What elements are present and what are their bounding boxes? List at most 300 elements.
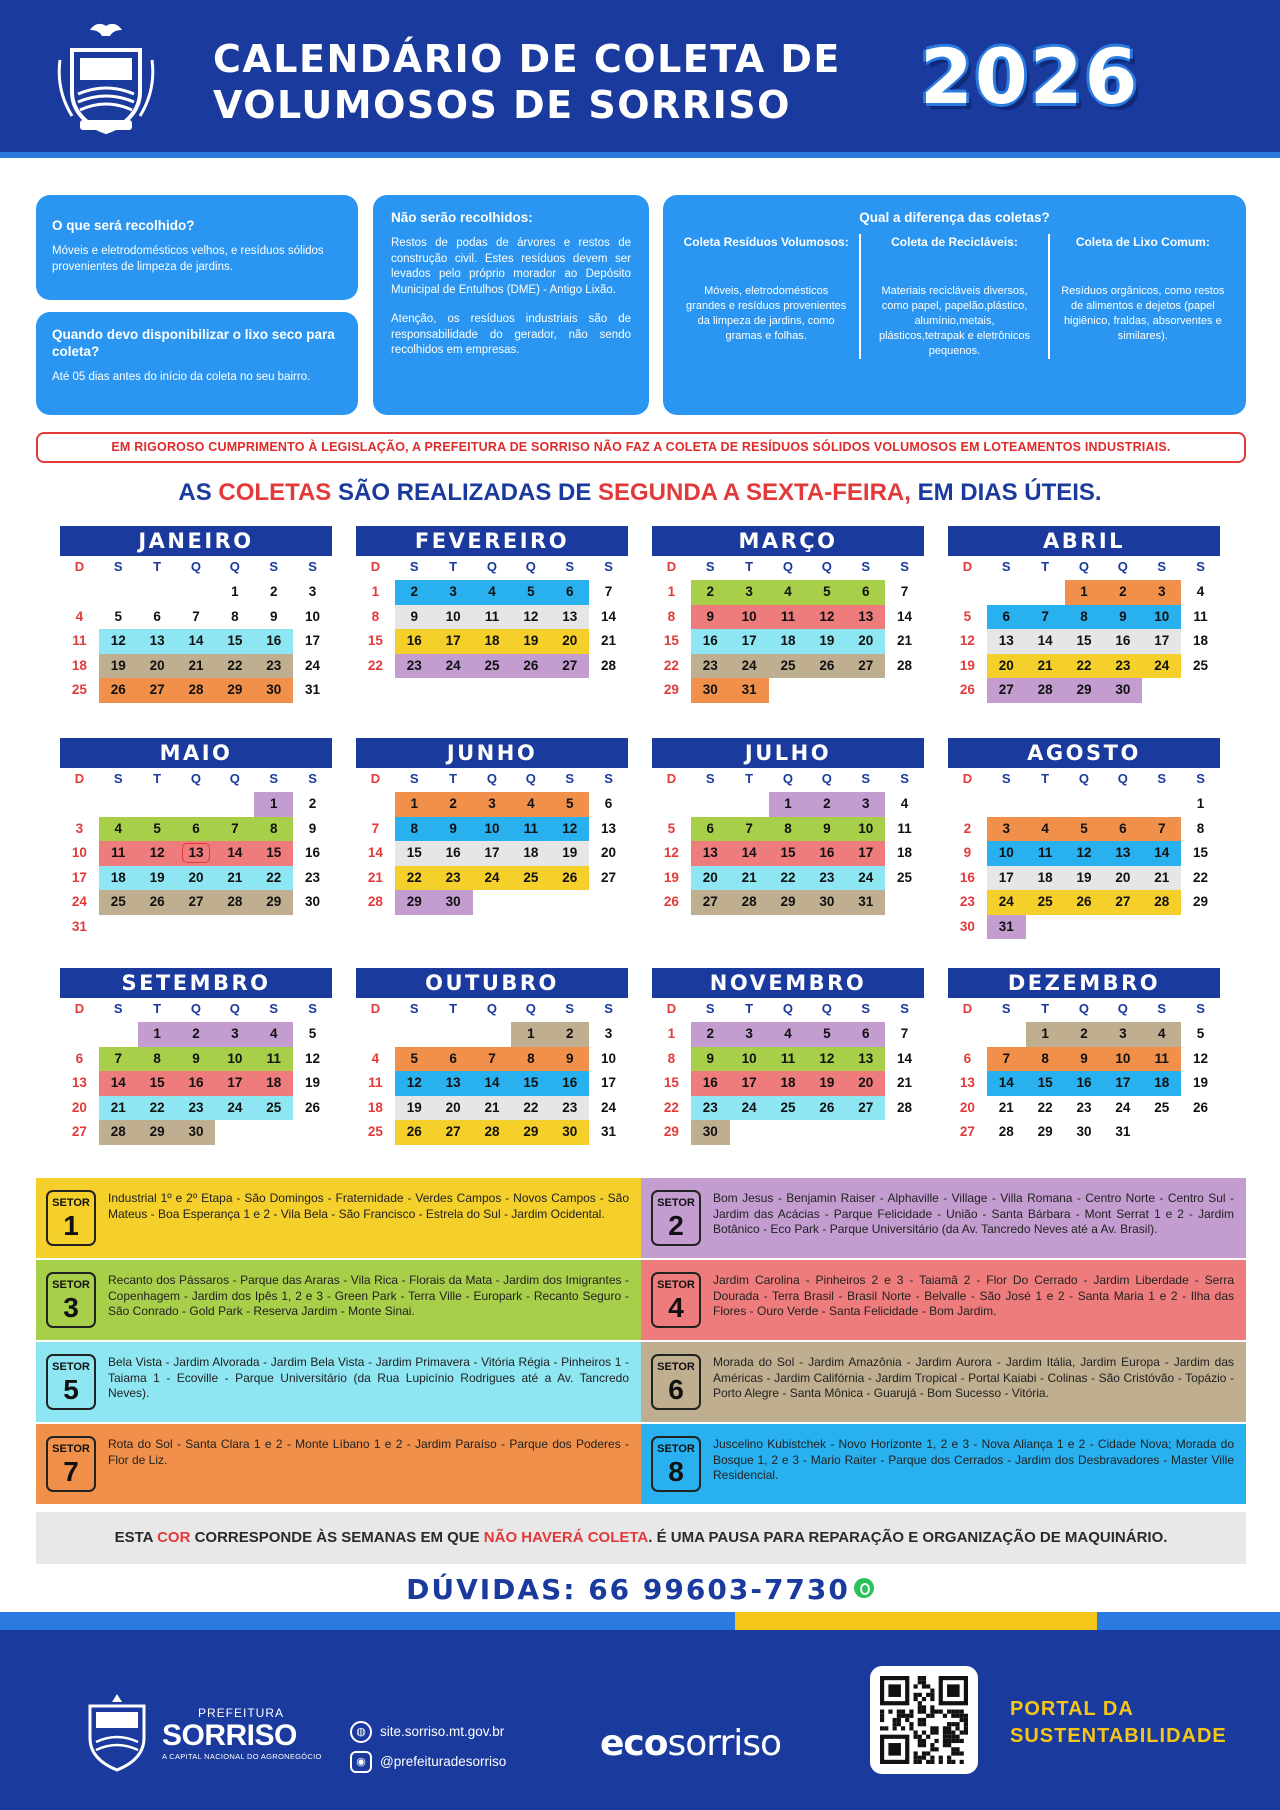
calendar-day: 23 <box>305 869 321 885</box>
weekday-header: Q <box>525 559 536 574</box>
calendar-day: 6 <box>550 580 589 605</box>
weekday-header: D <box>370 559 381 574</box>
weekday-header: S <box>604 771 613 786</box>
calendar-day: 4 <box>769 1022 808 1047</box>
calendar-day: 1 <box>1065 580 1104 605</box>
sector-label: SETOR <box>52 1361 90 1373</box>
sector-8 <box>641 1424 1246 1504</box>
calendar-day: 8 <box>1065 605 1104 630</box>
calendar-day: 26 <box>807 654 846 679</box>
sector-neighborhoods: Bela Vista - Jardim Alvorada - Jardim Bela Vista - Jardim Primavera - Vitória Régia - Pinheiros 1 - Taiama 1 - Ecoville - Parque Universitário (da Rua Lupicínio Rodrigues até a Av. Tancredo Neves). <box>108 1355 629 1400</box>
calendar-day: 10 <box>846 817 885 842</box>
calendar-day: 22 <box>663 657 679 673</box>
weekday-header: S <box>409 771 419 786</box>
calendar-day: 28 <box>1026 678 1065 703</box>
weekday-header: Q <box>486 559 498 574</box>
calendar-day: 4 <box>1142 1022 1181 1047</box>
calendar-day: 2 <box>963 820 972 836</box>
calendar-day: 25 <box>254 1096 293 1121</box>
sector-label: SETOR <box>657 1443 695 1455</box>
calendar-day: 19 <box>550 841 589 866</box>
calendar-day: 7 <box>473 1047 512 1072</box>
calendar-day: 22 <box>395 866 434 891</box>
weekday-header: T <box>745 559 754 574</box>
calendar-day: 2 <box>308 796 317 811</box>
calendar-day: 17 <box>730 629 769 654</box>
calendar-day: 14 <box>215 841 254 866</box>
sector-label: SETOR <box>657 1197 695 1209</box>
sector-neighborhoods: Morada do Sol - Jardim Amazônia - Jardim Aurora - Jardim Itália, Jardim Europa - Jardim das Américas - Jardim Califórnia - Jardim Tropical - Portal Kaiabi - Colinas - São Cristóvão - Topázio - Porto Alegre - Santa Mônica - Guarujá - Bom Sucesso - Vitória. <box>713 1355 1234 1400</box>
sector-4 <box>641 1260 1246 1340</box>
calendar-day: 30 <box>305 894 321 909</box>
portal-sustentabilidade: PORTAL DA SUSTENTABILIDADE <box>1010 1698 1227 1747</box>
calendar-day: 5 <box>511 580 550 605</box>
calendar-day: 9 <box>550 1047 589 1072</box>
calendar-day: 28 <box>215 890 254 915</box>
weekday-header: Q <box>190 771 202 786</box>
city-coat-of-arms-logo <box>50 20 162 140</box>
calendar-day: 25 <box>1026 890 1065 915</box>
info-text-when: Até 05 dias antes do início da coleta no seu bairro. <box>52 371 311 383</box>
calendar-day: 23 <box>691 654 730 679</box>
calendar-day: 11 <box>1193 608 1208 624</box>
calendar-day: 30 <box>550 1120 589 1145</box>
calendar-day: 10 <box>1103 1047 1142 1072</box>
calendar-day: 20 <box>434 1096 473 1121</box>
calendar-day: 6 <box>846 580 885 605</box>
calendar-day: 22 <box>769 866 808 891</box>
calendar-day: 26 <box>1065 890 1104 915</box>
weekday-header: Q <box>229 559 240 574</box>
calendar-day: 14 <box>177 629 216 654</box>
month-name: ABRIL <box>948 526 1220 556</box>
calendar-day: 9 <box>691 1047 730 1072</box>
calendar-day: 12 <box>138 841 177 866</box>
sector-7 <box>36 1424 641 1504</box>
calendar-day: 8 <box>254 817 293 842</box>
calendar-day: 25 <box>897 869 913 885</box>
weekday-header: D <box>666 1001 677 1016</box>
info-box-not-collected <box>373 195 649 415</box>
ecosorriso-logo: ecosorriso <box>600 1723 782 1764</box>
calendar-day: 4 <box>254 1022 293 1047</box>
calendar-day: 14 <box>897 1050 913 1066</box>
calendar-day: 13 <box>434 1071 473 1096</box>
calendar-day: 8 <box>1196 820 1205 836</box>
calendar-day: 9 <box>1103 605 1142 630</box>
sector-number: 2 <box>668 1210 684 1241</box>
calendar-day: 29 <box>1193 894 1209 909</box>
calendar-day: 17 <box>601 1075 617 1090</box>
calendar-day: 30 <box>1076 1124 1092 1139</box>
calendar-day: 10 <box>473 817 512 842</box>
month-days-grid <box>948 768 1220 998</box>
calendar-day: 23 <box>177 1096 216 1121</box>
footer-stripe <box>0 1612 1280 1630</box>
weekday-header: D <box>74 1001 85 1016</box>
calendar-day: 14 <box>897 608 913 624</box>
calendar-day: 15 <box>1026 1071 1065 1096</box>
calendar-day: 13 <box>71 1075 87 1090</box>
calendar-day: 17 <box>305 633 321 648</box>
calendar-day: 19 <box>663 869 679 885</box>
calendar-day: 22 <box>138 1096 177 1121</box>
weekday-header: Q <box>190 559 202 574</box>
calendar-day: 28 <box>601 657 617 673</box>
calendar-day: 20 <box>846 1071 885 1096</box>
calendar-day: 27 <box>601 869 617 885</box>
calendar-day: 6 <box>963 1050 972 1066</box>
calendar-day: 24 <box>846 866 885 891</box>
calendar-day: 2 <box>1065 1022 1104 1047</box>
page-footer <box>0 1630 1280 1810</box>
diff-column-title: Coleta de Recicláveis: <box>891 235 1018 249</box>
calendar-day: 24 <box>987 890 1026 915</box>
calendar-day: 26 <box>1193 1099 1209 1115</box>
weekday-header: D <box>74 559 85 574</box>
diff-column-title: Coleta de Lixo Comum: <box>1075 235 1210 249</box>
calendar-day: 15 <box>511 1071 550 1096</box>
calendar-day: 26 <box>305 1099 321 1115</box>
calendar-day: 24 <box>730 654 769 679</box>
weekday-header: Q <box>1078 1001 1090 1016</box>
calendar-day: 27 <box>550 654 589 679</box>
calendar-day: 21 <box>730 866 769 891</box>
calendar-day: 21 <box>215 866 254 891</box>
calendar-day: 25 <box>71 682 87 697</box>
calendar-day: 18 <box>897 845 913 860</box>
calendar-day: 16 <box>254 629 293 654</box>
calendar-day: 11 <box>473 605 512 630</box>
calendar-day: 13 <box>601 820 617 836</box>
calendar-day: 1 <box>371 584 380 599</box>
info-text-not-collected-2: Atenção, os resíduos industriais são de responsabilidade do gerador, não sendo recolhidos em empresas. <box>391 313 631 356</box>
calendar-day: 4 <box>99 817 138 842</box>
calendar-day: 20 <box>959 1099 975 1115</box>
sector-badge <box>46 1436 96 1492</box>
sector-number: 1 <box>63 1210 79 1241</box>
calendar-day: 6 <box>153 608 161 624</box>
weekday-header: T <box>745 771 754 786</box>
calendar-day: 5 <box>1196 1026 1205 1041</box>
weekday-header: S <box>705 559 715 574</box>
calendar-day: 12 <box>1193 1050 1209 1066</box>
calendar-day: 28 <box>473 1120 512 1145</box>
calendar-day: 31 <box>846 890 885 915</box>
month-name: JUNHO <box>356 738 628 768</box>
calendar-day: 19 <box>1065 866 1104 891</box>
weekday-header: S <box>861 771 871 786</box>
weekday-header: Q <box>525 771 536 786</box>
sector-label: SETOR <box>52 1279 90 1291</box>
calendar-day: 11 <box>1026 841 1065 866</box>
calendar-day: 7 <box>1026 605 1065 630</box>
calendar-day: 19 <box>1193 1075 1209 1090</box>
calendar-day: 3 <box>434 580 473 605</box>
calendar-day: 8 <box>667 608 676 624</box>
calendar-day: 3 <box>215 1022 254 1047</box>
calendar-day: 20 <box>71 1099 87 1115</box>
calendar-day: 7 <box>730 817 769 842</box>
calendar-day: 11 <box>72 633 87 648</box>
weekday-header: Q <box>229 771 240 786</box>
city-coat-of-arms-logo <box>76 1692 158 1774</box>
sector-badge <box>651 1354 701 1410</box>
calendar-day: 16 <box>550 1071 589 1096</box>
calendar-day: 15 <box>663 1075 679 1090</box>
calendar-day: 22 <box>511 1096 550 1121</box>
calendar-day: 21 <box>177 654 216 679</box>
calendar-day: 21 <box>601 633 617 648</box>
calendar-day: 2 <box>434 792 473 817</box>
weekday-header: Q <box>1117 771 1128 786</box>
calendar-day: 22 <box>254 866 293 891</box>
calendar-day: 22 <box>215 654 254 679</box>
calendar-day: 26 <box>511 654 550 679</box>
calendar-day: 24 <box>215 1096 254 1121</box>
sector-label: SETOR <box>657 1279 695 1291</box>
calendar-day: 7 <box>987 1047 1026 1072</box>
calendar-day: 3 <box>75 820 84 836</box>
sector-label: SETOR <box>657 1361 695 1373</box>
info-title-not-collected: Não serão recolhidos: <box>391 210 533 225</box>
calendar-day: 11 <box>254 1047 293 1072</box>
calendar-day: 28 <box>99 1120 138 1145</box>
calendar-day: 7 <box>604 584 613 599</box>
calendar-day: 26 <box>138 890 177 915</box>
calendar-day: 8 <box>667 1050 676 1066</box>
calendar-day: 12 <box>305 1050 321 1066</box>
weekday-header: Q <box>821 771 832 786</box>
calendar-day: 17 <box>846 841 885 866</box>
weekday-header: S <box>409 559 419 574</box>
instagram-link[interactable]: @prefeituradesorriso <box>380 1754 507 1769</box>
calendar-day: 26 <box>99 678 138 703</box>
calendar-day: 9 <box>434 817 473 842</box>
calendar-day: 17 <box>987 866 1026 891</box>
weekday-header: S <box>1001 1001 1011 1016</box>
site-link[interactable]: site.sorriso.mt.gov.br <box>380 1724 505 1739</box>
calendar-day: 10 <box>1142 605 1181 630</box>
calendar-day: 29 <box>663 682 679 697</box>
calendar-day: 13 <box>987 629 1026 654</box>
month-days-grid <box>652 768 924 998</box>
calendar-day: 28 <box>998 1124 1014 1139</box>
weekday-header: Q <box>525 1001 536 1016</box>
weekday-header: S <box>308 1001 317 1016</box>
calendar-day: 15 <box>215 629 254 654</box>
sector-label: SETOR <box>52 1197 90 1209</box>
sector-neighborhoods: Bom Jesus - Benjamin Raiser - Alphaville - Village - Villa Romana - Centro Norte - Centro Sul - Jardim das Acácias - Parque Felicidade - União - Santa Bárbara - Mont Serrat 1 e 2 - Jardim Botânico - Eco Park - Parque Universitário (da Av. Tancredo Neves até a Av. Brasil). <box>713 1191 1234 1236</box>
calendar-day: 6 <box>75 1050 84 1066</box>
calendar-day: 28 <box>730 890 769 915</box>
calendar-day: 10 <box>215 1047 254 1072</box>
calendar-day: 31 <box>987 915 1026 940</box>
weekday-header: D <box>370 771 381 786</box>
calendar-day: 20 <box>138 654 177 679</box>
calendar-day: 23 <box>395 654 434 679</box>
calendar-day: 23 <box>254 654 293 679</box>
calendar-day: 1 <box>667 1026 676 1041</box>
calendar-day: 22 <box>663 1099 679 1115</box>
calendar-day: 15 <box>395 841 434 866</box>
contact-label: DÚVIDAS: <box>406 1573 577 1606</box>
calendar-day: 9 <box>691 605 730 630</box>
contact-phone[interactable]: 66 99603-7730 <box>588 1573 850 1606</box>
calendar-day: 18 <box>769 629 808 654</box>
month-name: FEVEREIRO <box>356 526 628 556</box>
calendar-day: 6 <box>691 817 730 842</box>
weekday-header: S <box>1196 1001 1205 1016</box>
weekday-header: Q <box>821 1001 832 1016</box>
diff-column-lixo-comum <box>1048 234 1236 359</box>
sector-neighborhoods: Juscelino Kubistchek - Novo Horizonte 1, 2 e 3 - Nova Aliança 1 e 2 - Cidade Nova; Morada do Bosque 1, 2 e 3 - Mario Raiter - Parque dos Cerrados - Jardim dos Desbravadores - Master Ville Residencial. <box>713 1437 1234 1482</box>
calendar-day: 25 <box>99 890 138 915</box>
calendar-day: 5 <box>550 792 589 817</box>
sector-3 <box>36 1260 641 1340</box>
sector-5 <box>36 1342 641 1422</box>
calendar-day: 26 <box>663 894 679 909</box>
calendar-day: 19 <box>395 1096 434 1121</box>
diff-column-reciclaveis <box>859 234 1047 359</box>
calendar-day: 15 <box>769 841 808 866</box>
sector-badge <box>651 1190 701 1246</box>
calendar-day: 29 <box>138 1120 177 1145</box>
calendar-day: 5 <box>308 1026 317 1041</box>
info-text-not-collected-1: Restos de podas de árvores e restos de construção civil. Estes resíduos devem ser levados pelo próprio morador ao Depósito Municipal de Entulhos (DME) - Antigo Lixão. <box>391 237 631 296</box>
weekday-header: D <box>962 1001 973 1016</box>
calendar-day: 11 <box>769 605 808 630</box>
calendar-day: 7 <box>215 817 254 842</box>
calendar-day: 3 <box>1103 1022 1142 1047</box>
calendar-day: 3 <box>473 792 512 817</box>
calendar-day: 21 <box>897 633 913 648</box>
calendar-day: 27 <box>846 1096 885 1121</box>
calendar-day: 16 <box>1065 1071 1104 1096</box>
calendar-day: 16 <box>691 629 730 654</box>
calendar-day: 16 <box>177 1071 216 1096</box>
calendar-day: 20 <box>550 629 589 654</box>
calendar-day: 13 <box>691 841 730 866</box>
calendar-day: 12 <box>1065 841 1104 866</box>
calendar-day: 14 <box>99 1071 138 1096</box>
weekday-header: S <box>1157 1001 1167 1016</box>
calendar-day: 11 <box>368 1075 383 1090</box>
calendar-day: 3 <box>604 1026 613 1041</box>
calendar-day: 13 <box>138 629 177 654</box>
sector-number: 4 <box>668 1292 684 1323</box>
calendar-day: 4 <box>511 792 550 817</box>
calendar-day: 16 <box>395 629 434 654</box>
weekday-header: Q <box>1078 771 1090 786</box>
calendar-day: 12 <box>807 1047 846 1072</box>
calendar-day: 19 <box>138 866 177 891</box>
calendar-day: 24 <box>473 866 512 891</box>
weekday-header: Q <box>821 559 832 574</box>
weekday-header: Q <box>782 771 794 786</box>
calendar-day: 31 <box>1115 1124 1131 1139</box>
calendar-day: 30 <box>691 678 730 703</box>
calendar-day: 6 <box>604 796 613 811</box>
month-name: MARÇO <box>652 526 924 556</box>
weekday-header: S <box>900 1001 909 1016</box>
month-name: NOVEMBRO <box>652 968 924 998</box>
weekday-header: S <box>409 1001 419 1016</box>
calendar-day: 4 <box>371 1050 380 1066</box>
calendar-day: 18 <box>473 629 512 654</box>
prefeitura-wordmark: PREFEITURA SORRISO A CAPITAL NACIONAL DO AGRONEGÓCIO <box>162 1706 322 1761</box>
calendar-day: 1 <box>231 584 239 599</box>
calendar-day: 21 <box>99 1096 138 1121</box>
info-box-difference <box>663 195 1246 415</box>
weekday-header: D <box>962 771 973 786</box>
calendar-day: 9 <box>308 820 317 836</box>
calendar-day: 8 <box>231 608 239 624</box>
weekday-header: T <box>1041 559 1050 574</box>
instagram-icon: ◉ <box>350 1751 372 1773</box>
calendar-day: 2 <box>550 1022 589 1047</box>
calendar-day: 23 <box>1103 654 1142 679</box>
weekday-header: S <box>1196 559 1205 574</box>
calendar-day: 13 <box>846 1047 885 1072</box>
calendar-day: 28 <box>367 894 383 909</box>
sector-badge <box>651 1272 701 1328</box>
calendar-day: 10 <box>987 841 1026 866</box>
calendar-day: 5 <box>395 1047 434 1072</box>
calendar-day: 12 <box>959 633 975 648</box>
calendar-day: 17 <box>730 1071 769 1096</box>
calendar-day: 24 <box>730 1096 769 1121</box>
weekday-header: S <box>900 559 909 574</box>
weekday-header: S <box>861 1001 871 1016</box>
diff-column-title: Coleta Resíduos Volumosos: <box>683 235 849 249</box>
weekday-header: S <box>308 771 317 786</box>
month-days-grid <box>356 768 628 998</box>
calendar-day: 9 <box>963 845 972 860</box>
calendar-day: 18 <box>1142 1071 1181 1096</box>
sector-neighborhoods: Industrial 1º e 2º Etapa - São Domingos - Fraternidade - Verdes Campos - Novos Campos - São Mateus - Boa Esperança 1 e 2 - Vila Bela - São Francisco - Estrela do Sul - Jardim Ocidental. <box>108 1191 629 1221</box>
calendar-day: 8 <box>138 1047 177 1072</box>
weekday-header: Q <box>1078 559 1090 574</box>
calendar-day: 17 <box>473 841 512 866</box>
calendar-day: 31 <box>730 678 769 703</box>
calendar-day: 27 <box>987 678 1026 703</box>
calendar-day: 4 <box>1026 817 1065 842</box>
info-title-difference: Qual a diferença das coletas? <box>859 210 1050 225</box>
calendar-day: 5 <box>1065 817 1104 842</box>
calendar-day: 4 <box>900 796 909 811</box>
calendar-day: 20 <box>846 629 885 654</box>
calendar-day: 29 <box>1065 678 1104 703</box>
calendar-day: 25 <box>769 1096 808 1121</box>
calendar-day: 26 <box>959 682 975 697</box>
qr-code[interactable] <box>870 1666 978 1774</box>
weekday-header: S <box>269 559 279 574</box>
weekday-header: S <box>565 771 575 786</box>
calendar-day: 27 <box>434 1120 473 1145</box>
sector-number: 7 <box>63 1456 79 1487</box>
weekday-header: S <box>565 1001 575 1016</box>
calendar-day: 19 <box>305 1075 321 1090</box>
calendar-day: 20 <box>1103 866 1142 891</box>
calendar-day: 2 <box>807 792 846 817</box>
calendar-day: 3 <box>846 792 885 817</box>
info-box-collected <box>36 195 358 300</box>
calendar-day: 21 <box>1026 654 1065 679</box>
calendar-day: 13 <box>1103 841 1142 866</box>
weekday-header: S <box>1157 771 1167 786</box>
calendar-day: 1 <box>667 584 676 599</box>
